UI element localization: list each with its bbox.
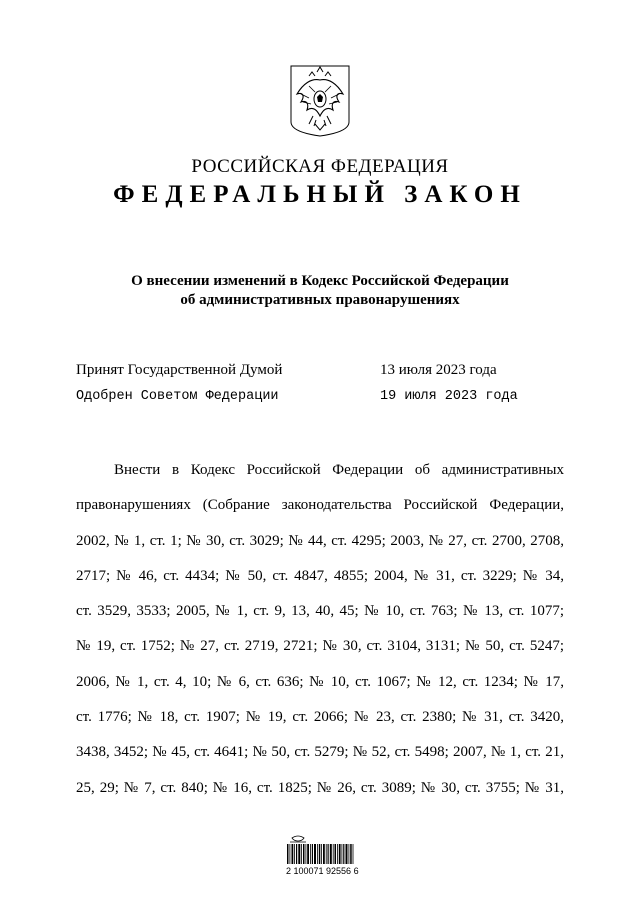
body-line: Внести в Кодекс Российской Федерации об административных — [114, 462, 564, 478]
small-emblem-icon — [290, 836, 306, 842]
body-line: 3438, 3452; № 45, ст. 4641; № 50, ст. 5279; № 52, ст. 5498; 2007, № 1, ст. 21, — [76, 744, 564, 761]
barcode-stamp — [286, 834, 356, 884]
country-name: РОССИЙСКАЯ ФЕДЕРАЦИЯ — [191, 156, 449, 177]
approved-date: 19 июля 2023 года — [380, 389, 518, 404]
body-line: 2002, № 1, ст. 1; № 30, ст. 3029; № 44, ст. 4295; 2003, № 27, ст. 2700, 2708, — [76, 532, 564, 549]
body-line: правонарушениях (Собрание законодательства Российской Федерации, — [76, 497, 564, 514]
body-line: ст. 3529, 3533; 2005, № 1, ст. 9, 13, 40, 45; № 10, ст. 763; № 13, ст. 1077; — [76, 603, 564, 620]
body-line: ст. 1776; № 18, ст. 1907; № 19, ст. 2066; № 23, ст. 2380; № 31, ст. 3420, — [76, 709, 564, 726]
barcode-icon — [287, 844, 353, 864]
law-title-line-2: об административных правонарушениях — [180, 292, 460, 308]
adopted-label: Принят Государственной Думой — [76, 362, 283, 378]
body-line: 2717; № 46, ст. 4434; № 50, ст. 4847, 4855; 2004, № 31, ст. 3229; № 34, — [76, 567, 564, 584]
body-paragraph — [76, 461, 564, 814]
coat-of-arms-emblem — [289, 64, 351, 138]
approved-label: Одобрен Советом Федерации — [76, 389, 279, 404]
law-title — [0, 272, 640, 310]
document-type: ФЕДЕРАЛЬНЫЙ ЗАКОН — [113, 181, 527, 208]
adopted-date: 13 июля 2023 года — [380, 362, 497, 378]
body-line: 25, 29; № 7, ст. 840; № 16, ст. 1825; № 26, ст. 3089; № 30, ст. 3755; № 31, — [76, 779, 564, 796]
body-line: № 19, ст. 1752; № 27, ст. 2719, 2721; № 30, ст. 3104, 3131; № 50, ст. 5247; — [76, 638, 564, 655]
law-title-line-1: О внесении изменений в Кодекс Российской Федерации — [131, 273, 509, 289]
body-line: 2006, № 1, ст. 4, 10; № 6, ст. 636; № 10, ст. 1067; № 12, ст. 1234; № 17, — [76, 673, 564, 690]
barcode-number: 2 100071 92556 6 — [286, 866, 359, 876]
